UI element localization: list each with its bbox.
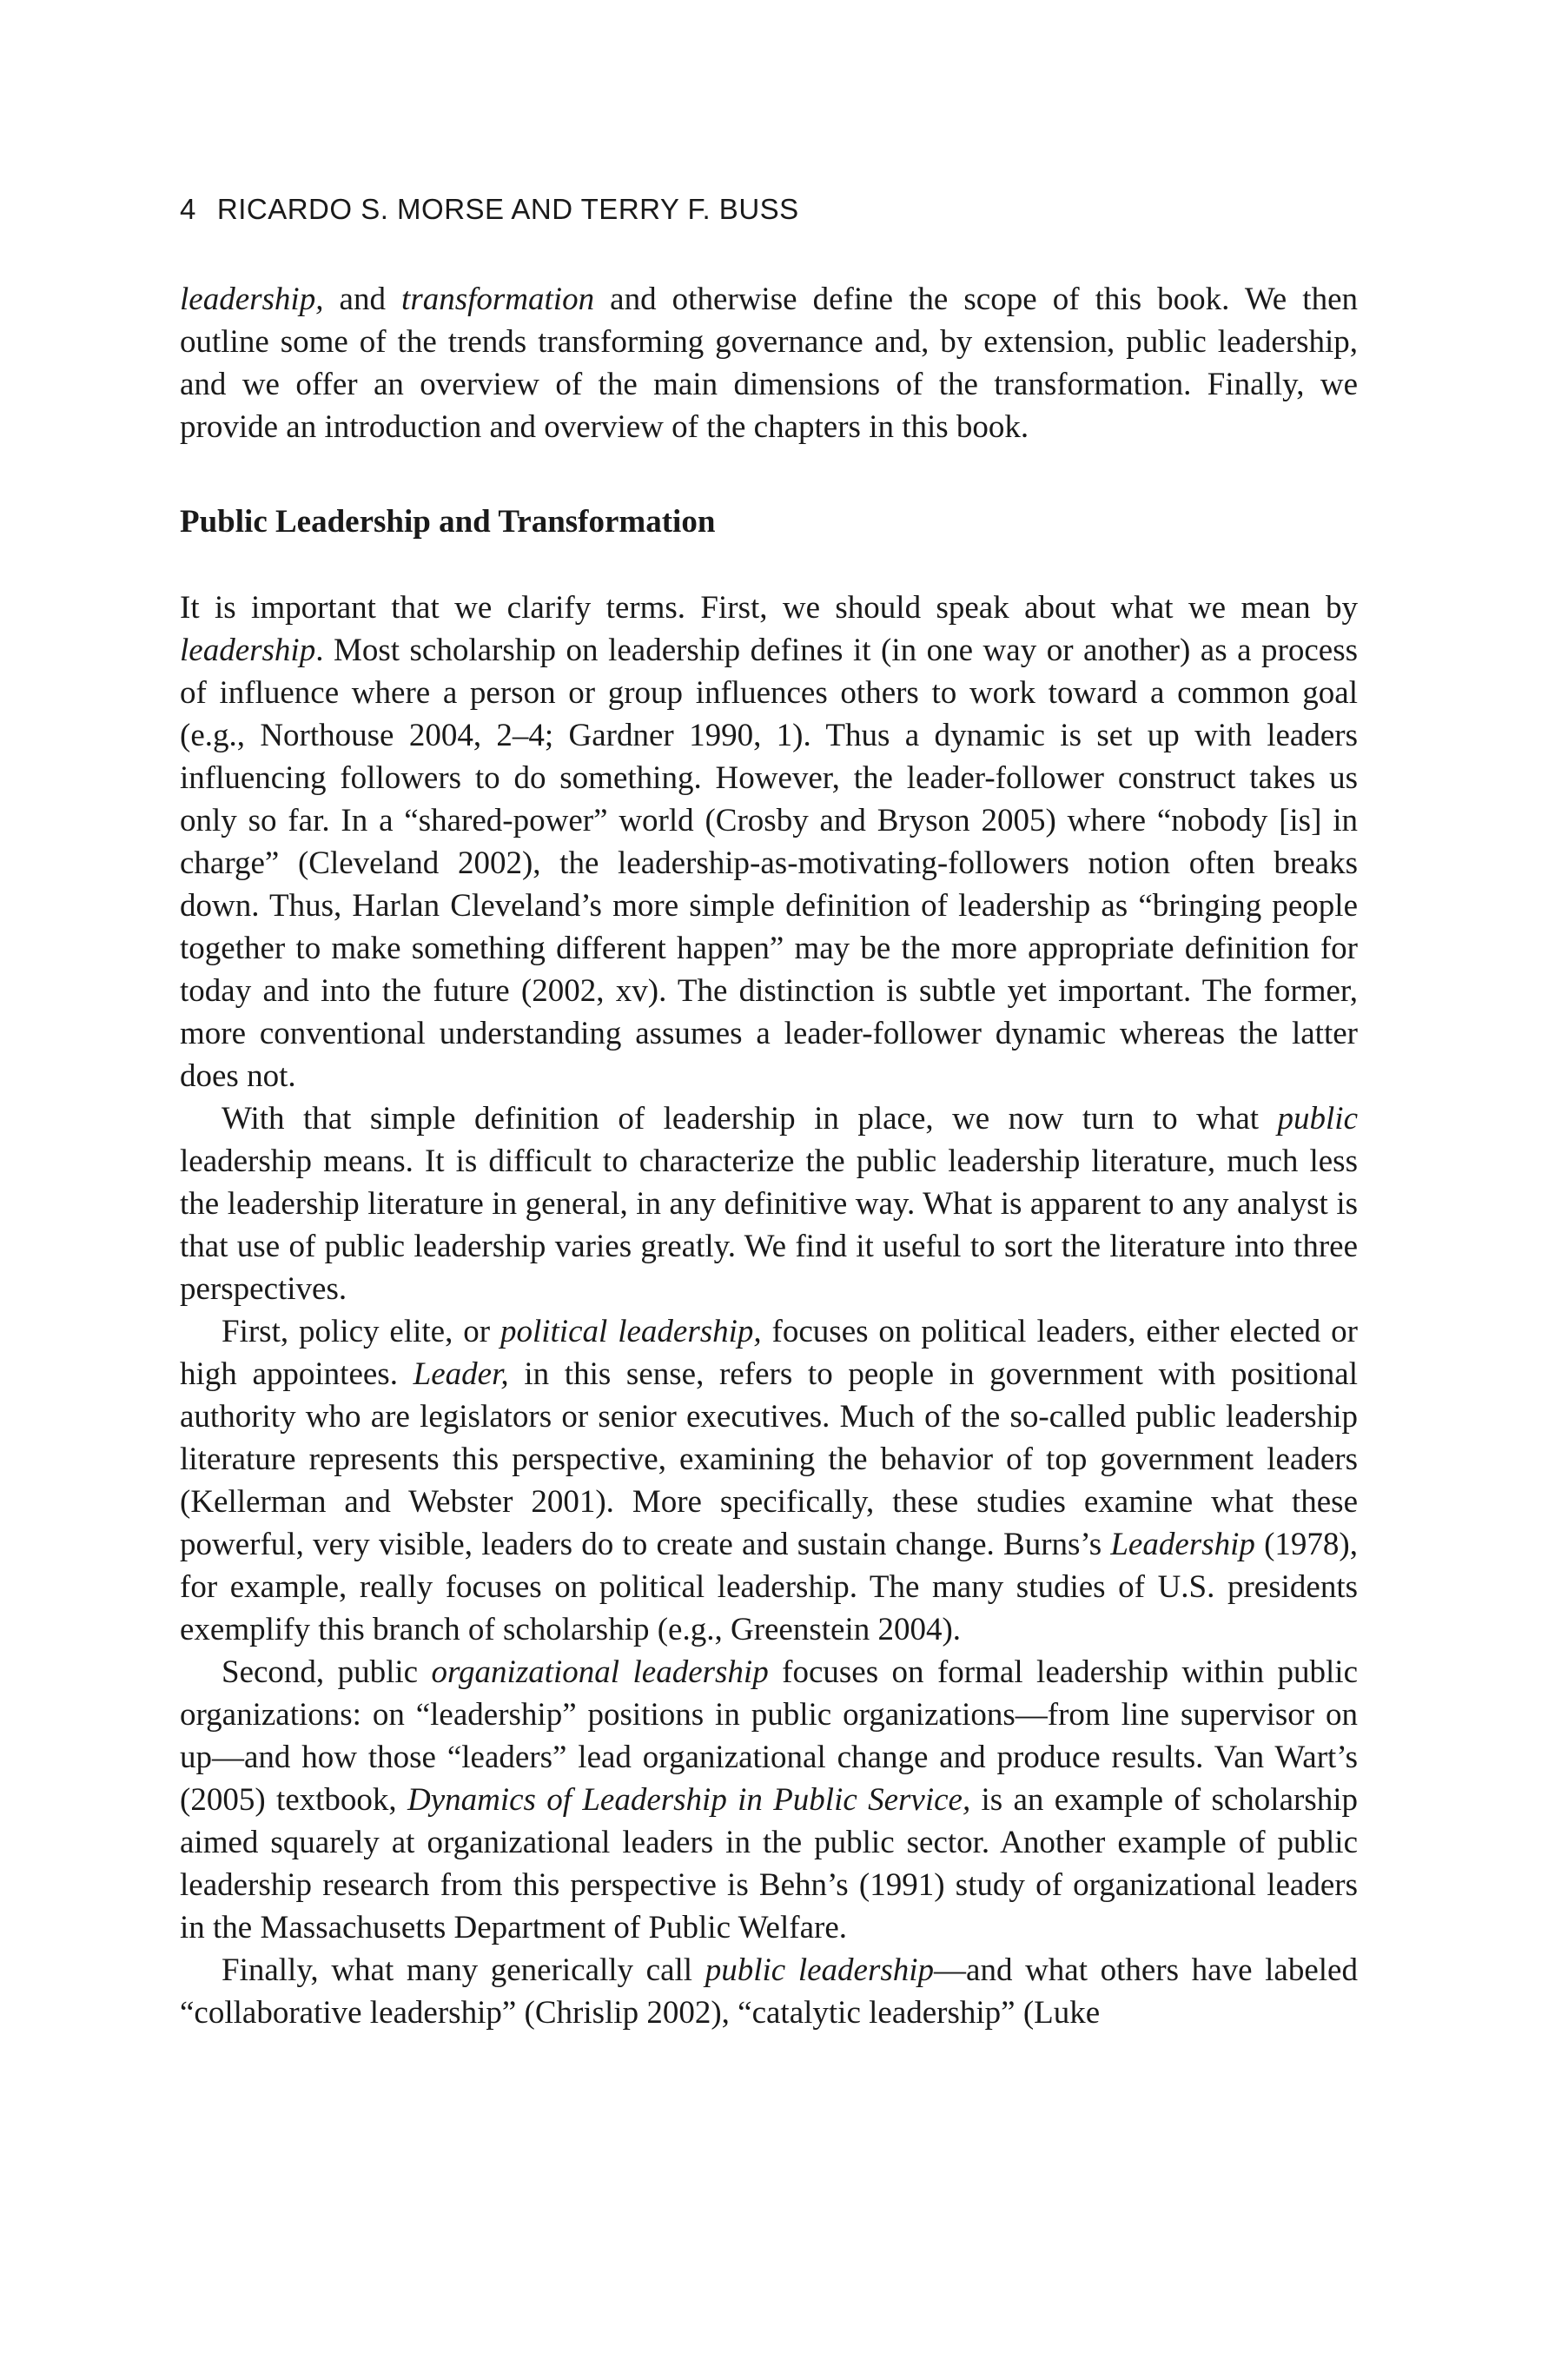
page-number: 4 [180,193,196,225]
italic-term: Dynamics of Leadership in Public Service, [407,1782,971,1818]
italic-term: organizational leadership [431,1654,769,1690]
text-run: —and what others have labeled “collaborative leadership” (Chrislip 2002), “catalytic leadership” (Luke [180,1952,1358,2031]
text-run: is an example of scholarship aimed squarely at organizational leaders in the public sector. Another example of public leadership research from this perspective is Behn’s (1991) study of organizational leaders in the Massachusetts Department of Public Welfare. [180,1782,1358,1945]
paragraph [180,1310,1358,1651]
text-run: and otherwise define the scope of this book. We then outline some of the trends transforming governance and, by extension, public leadership, and we offer an overview of the main dimensions of the transformation. Finally, we provide an introduction and overview of the chapters in this book. [180,282,1358,445]
text-run: focuses on formal leadership within public organizations: on “leadership” positions in public organizations—from line supervisor on up—and how those “leaders” lead organizational change and produce results. Van Wart’s (2005) textbook, [180,1654,1358,1818]
paragraph [180,1651,1358,1949]
text-run: . Most scholarship on leadership defines it (in one way or another) as a process of influence where a person or group influences others to work toward a common goal (e.g., Northouse 2004, 2–4; Gardner 1990, 1). Thus a dynamic is set up with leaders influencing followers to do something. However, the leader-follower construct takes us only so far. In a “shared-power” world (Crosby and Bryson 2005) where “nobody [is] in charge” (Cleveland 2002), the leadership-as-motivating-followers notion often breaks down. Thus, Harlan Cleveland’s more simple definition of leadership as “bringing people together to make something different happen” may be the more appropriate definition for today and into the future (2002, xv). The distinction is subtle yet important. The former, more conventional understanding assumes a leader-follower dynamic whereas the latter does not. [180,633,1358,1094]
paragraph [180,1949,1358,2034]
italic-term: public leadership [705,1952,935,1988]
text-run: First, policy elite, or [222,1314,500,1349]
intro-text-block [180,278,1358,448]
paragraph [180,278,1358,448]
text-run: (1978), for example, really focuses on political leadership. The many studies of U.S. presidents exemplify this branch of scholarship (e.g., Greenstein 2004). [180,1527,1358,1647]
text-run: It is important that we clarify terms. First, we should speak about what we mean by [180,590,1358,626]
body-text-block [180,587,1358,2034]
italic-term: public [1277,1101,1358,1137]
paragraph [180,587,1358,1097]
running-head-authors: RICARDO S. MORSE AND TERRY F. BUSS [216,193,799,225]
text-run: leadership means. It is difficult to characterize the public leadership literature, much less the leadership literature in general, in any definitive way. What is apparent to any analyst is that use of public leadership varies greatly. We find it useful to sort the literature into three perspectives. [180,1143,1358,1307]
italic-term: Leader, [413,1356,509,1392]
text-run: in this sense, refers to people in government with positional authority who are legislators or senior executives. Much of the so-called public leadership literature represents this perspective, examining the behavior of top government leaders (Kellerman and Webster 2001). More specifically, these studies examine what these powerful, very visible, leaders do to create and sustain change. Burns’s [180,1356,1358,1562]
text-run: and [323,282,402,317]
text-run: Finally, what many generically call [222,1952,705,1988]
italic-term: transformation [401,282,595,317]
section-heading: Public Leadership and Transformation [180,504,716,540]
text-run: With that simple definition of leadership in place, we now turn to what [222,1101,1278,1137]
text-run: Second, public [222,1654,432,1690]
paragraph [180,1097,1358,1310]
italic-term: Leadership [1110,1527,1255,1562]
text-run: focuses on political leaders, either elected or high appointees. [180,1314,1358,1392]
italic-term: leadership [180,633,316,668]
italic-term: political leadership, [500,1314,762,1349]
italic-term: leadership, [180,282,324,317]
running-head [180,193,799,226]
